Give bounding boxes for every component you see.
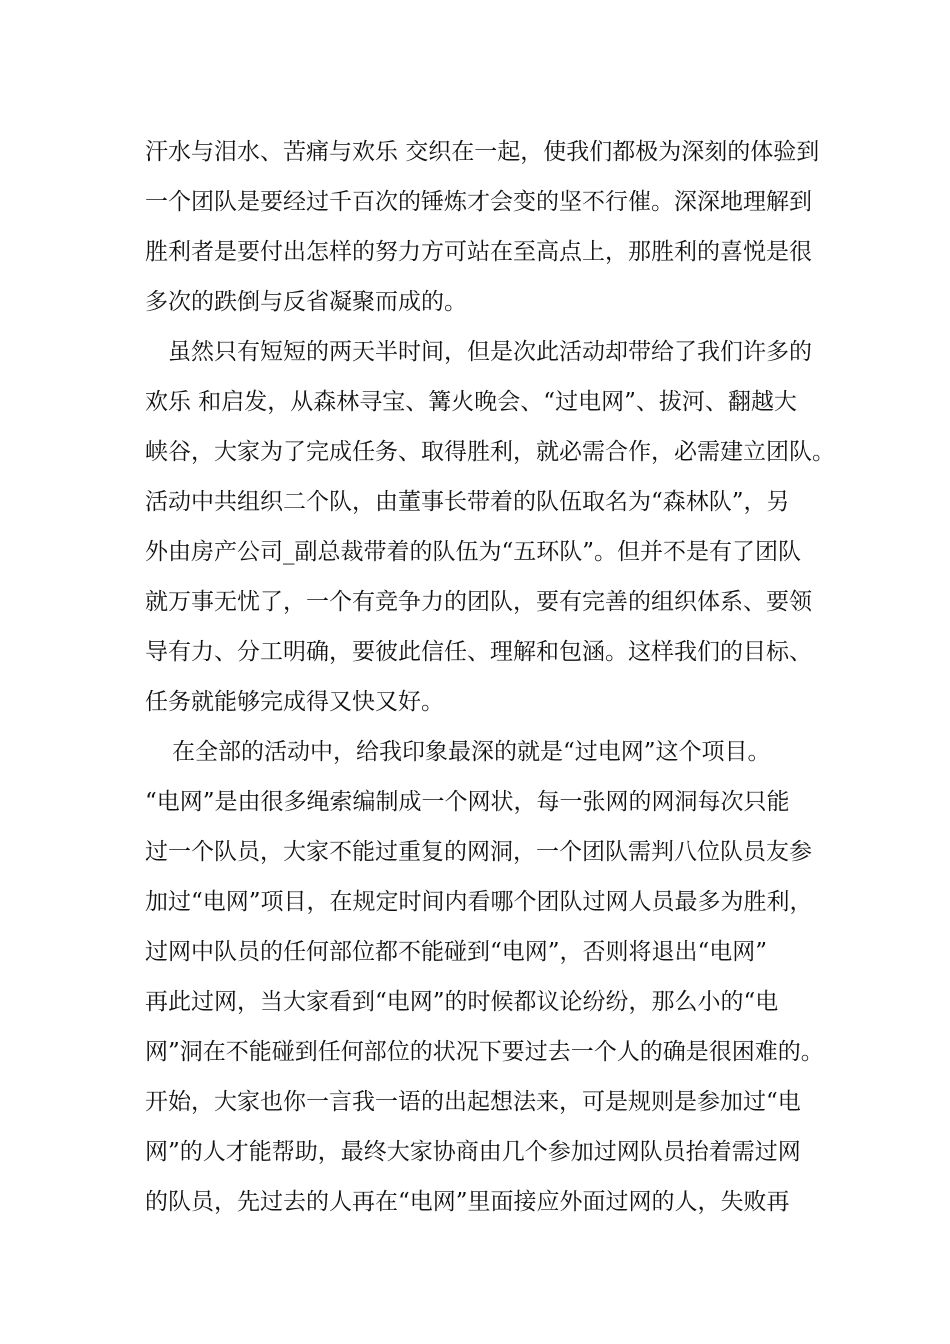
text-line: 活动中共组织二个队，由董事长带着的队伍取名为“森林队”，另 [145,489,790,515]
text-line: 多次的跌倒与反省凝聚而成的。 [145,289,467,315]
text-line: 汗水与泪水、苦痛与欢乐 交织在一起，使我们都极为深刻的体验到 [145,139,820,165]
text-line: 胜利者是要付出怎样的努力方可站在至高点上，那胜利的喜悦是很 [145,239,812,265]
text-line: 欢乐 和启发，从森林寻宝、篝火晚会、“过电网”、拔河、翻越大 [145,389,797,415]
text-line: 网”的人才能帮助，最终大家协商由几个参加过网队员抬着需过网 [145,1139,801,1165]
text-line: 加过“电网”项目，在规定时间内看哪个团队过网人员最多为胜利， [145,889,813,915]
paragraph-first-line: 虽然只有短短的两天半时间，但是次此活动却带给了我们许多的 [168,339,812,365]
text-line: 外由房产公司_副总裁带着的队伍为“五环队”。但并不是有了团队 [145,539,802,565]
text-line: 峡谷，大家为了完成任务、取得胜利，就必需合作，必需建立团队。 [145,439,835,465]
text-line: 任务就能够完成得又快又好。 [145,689,444,715]
text-line: 一个团队是要经过千百次的锤炼才会变的坚不行催。深深地理解到 [145,189,812,215]
text-line: 开始，大家也你一言我一语的出起想法来，可是规则是参加过“电 [145,1089,801,1115]
text-line: 再此过网，当大家看到“电网”的时候都议论纷纷，那么小的“电 [145,989,779,1015]
text-line: 过网中队员的任何部位都不能碰到“电网”，否则将退出“电网” [145,939,768,965]
text-line: 过一个队员，大家不能过重复的网洞，一个团队需判八位队员友参 [145,839,812,865]
text-line: 网”洞在不能碰到任何部位的状况下要过去一个人的确是很困难的。 [145,1039,824,1065]
text-line: 就万事无忧了，一个有竞争力的团队，要有完善的组织体系、要领 [145,589,812,615]
text-line: 导有力、分工明确，要彼此信任、理解和包涵。这样我们的目标、 [145,639,812,665]
text-line: 的队员，先过去的人再在“电网”里面接应外面过网的人，失败再 [145,1189,790,1215]
text-line: “电网”是由很多绳索编制成一个网状，每一张网的网洞每次只能 [145,789,790,815]
paragraph-first-line: 在全部的活动中，给我印象最深的就是“过电网”这个项目。 [172,739,771,765]
